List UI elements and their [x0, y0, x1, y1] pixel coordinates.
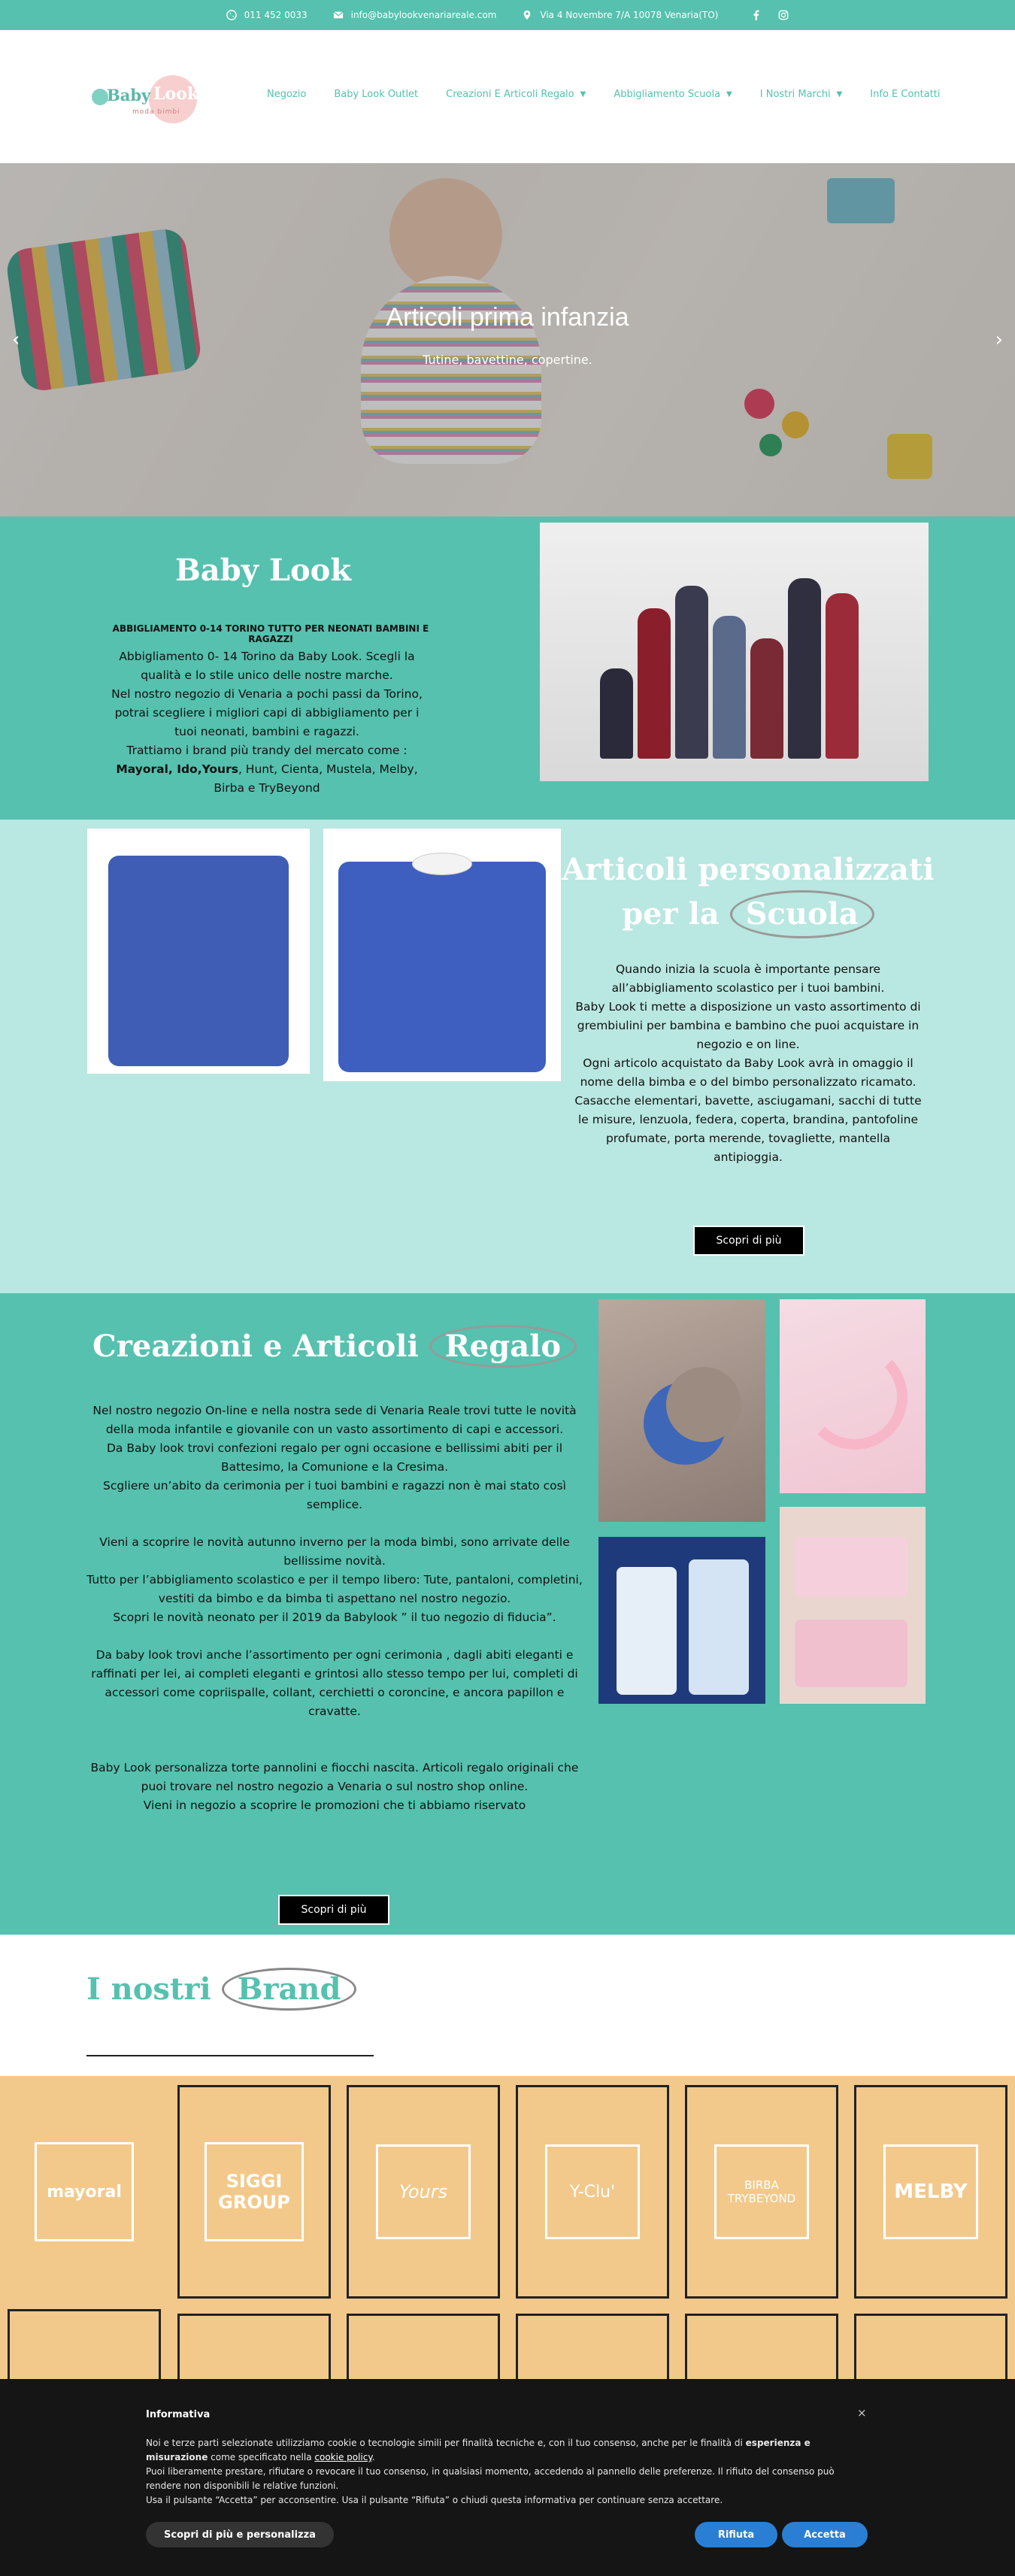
whatsapp-icon	[226, 10, 237, 20]
spacer	[83, 1740, 586, 1759]
site-header	[0, 30, 1015, 163]
gifts-paragraph: Vieni in negozio a scoprire le promozioni che ti abbiamo riservato	[143, 1799, 526, 1812]
brand-card[interactable]	[177, 2085, 331, 2299]
about-section	[0, 517, 1015, 820]
smock-shape	[108, 856, 289, 1066]
school-paragraph: Casacche elementari, bavette, asciugamani, sacchi di tutte le misure, lenzuola, federa, coperta, brandina, pantofoline profumate, porta merende, tovagliette, mantella antipioggia.	[574, 1094, 922, 1164]
brand-logo: Y-Clu'	[545, 2144, 640, 2239]
cake-tier	[617, 1567, 677, 1695]
cookie-text-part: Noi e terze parti selezionate utilizziamo cookie o tecnologie simili per finalità tecniche e, con il tuo consenso, anche per le finalità di	[146, 2438, 746, 2448]
hero-title: Articoli prima infanzia	[386, 303, 629, 332]
gift-moon-photo	[598, 1299, 765, 1522]
nav-label: Baby Look Outlet	[334, 89, 419, 100]
nav-label: Negozio	[267, 89, 307, 100]
about-paragraph: Abbigliamento 0- 14 Torino da Baby Look. Scegli la qualità e lo stile unico delle nostre marche.	[119, 650, 415, 682]
nav-item-creazioni[interactable]	[446, 89, 586, 100]
brand-card[interactable]	[347, 2085, 500, 2299]
nav-item-contatti[interactable]	[870, 89, 940, 100]
cookie-customize-button[interactable]: Scopri di più e personalizza	[146, 2522, 334, 2547]
photo-figure	[826, 593, 859, 759]
logo-subtitle: moda bimbi	[132, 108, 180, 116]
school-title-text: per la	[622, 896, 730, 932]
pink-moon-shape	[802, 1344, 907, 1450]
about-text: Trattiamo i brand più trandy del mercato come :	[126, 744, 408, 757]
gifts-paragraph: Scopri le novità neonato per il 2019 da Babylook ” il tuo negozio di fiducia”.	[113, 1611, 556, 1624]
school-paragraph: Quando inizia la scuola è importante pensare all’abbigliamento scolastico per i tuoi bambini.	[611, 962, 885, 995]
school-title-line2	[560, 890, 936, 938]
logo-word-baby: Baby	[107, 86, 151, 105]
cookie-line: Puoi liberamente prestare, rifiutare o revocare il tuo consenso, in qualsiasi momento, accedendo al pannello delle preferenze. Il rifiuto del consenso può rendere non disponibili le relative funzioni.	[146, 2466, 835, 2491]
gifts-title	[83, 1325, 586, 1368]
hero-overlay	[0, 163, 1015, 517]
school-smock-photo	[323, 829, 561, 1081]
spacer	[83, 1721, 586, 1740]
photo-figure	[750, 638, 783, 759]
smock-collar	[412, 853, 472, 875]
brand-card[interactable]	[685, 2085, 838, 2299]
brand-card[interactable]	[516, 2085, 669, 2299]
gifts-title-highlight: Regalo	[429, 1325, 577, 1368]
close-icon[interactable]: ×	[857, 2406, 867, 2420]
brand-logo: BIRBA TRYBEYOND	[714, 2144, 809, 2239]
cookie-text-part: come specificato nella	[208, 2452, 315, 2462]
school-smock-photo	[87, 829, 310, 1074]
gifts-paragraph: Vieni a scoprire le novità autunno inverno per la moda bimbi, sono arrivate delle bellissime novità.	[99, 1535, 570, 1568]
gifts-paragraph: Nel nostro negozio On-line e nella nostra sede di Venaria Reale trovi tutte le novità della moda infantile e giovanile con un vasto assortimento di capi e accessori.	[92, 1404, 577, 1436]
gifts-more-button[interactable]: Scopri di più	[278, 1895, 389, 1925]
photo-figure	[675, 586, 708, 759]
spacer	[83, 1514, 586, 1533]
brand-card[interactable]	[8, 2085, 161, 2299]
cookie-text-bold: esperienza e misurazione	[146, 2438, 810, 2462]
hero-slider	[0, 163, 1015, 517]
chevron-left-icon[interactable]: ‹	[12, 329, 20, 351]
gifts-title-text: Creazioni e Articoli	[92, 1329, 429, 1364]
gifts-paragraph: Da baby look trovi anche l’assortimento per ogni cerimonia , dagli abiti eleganti e raffinati per lei, ai completi eleganti e grintosi allo stesso tempo per lui, completi di accessori come copriispalle, collant, cerchietti o coroncine, e ancora papillon e cravatte.	[91, 1648, 578, 1718]
cookie-policy-link[interactable]: cookie policy	[314, 2452, 372, 2462]
hero-subtitle: Tutine, bavettine, copertine.	[423, 353, 592, 367]
brand-card[interactable]	[854, 2085, 1007, 2299]
chevron-down-icon: ▼	[836, 90, 843, 98]
brand-logo: mayoral	[35, 2142, 134, 2241]
gifts-paragraph: Tutto per l’abbigliamento scolastico e per il tempo libero: Tute, pantaloni, completini, vestiti da bimbo e da bimba ti aspettano nel nostro negozio.	[86, 1573, 583, 1605]
cookie-heading: Informativa	[146, 2409, 211, 2420]
gifts-paragraph: Baby Look personalizza torte pannolini e fiocchi nascita. Articoli regalo originali che puoi trovare nel nostro negozio a Venaria o sul nostro shop online.	[90, 1761, 579, 1793]
about-title-text	[175, 553, 351, 588]
spacer	[83, 1627, 586, 1646]
photo-figure	[713, 616, 746, 759]
nav-label: Info E Contatti	[870, 89, 941, 100]
school-section	[0, 820, 1015, 1293]
nav-label: Creazioni E Articoli Regalo	[446, 89, 574, 100]
photo-figure	[600, 668, 633, 759]
cookie-text	[146, 2436, 845, 2508]
instagram-icon[interactable]	[778, 10, 789, 20]
about-paragraph: Nel nostro negozio di Venaria a pochi passi da Torino, potrai scegliere i migliori capi di abbigliamento per i tuoi neonati, bambini e ragazzi.	[111, 687, 423, 738]
nav-label: Abbigliamento Scuola	[614, 89, 721, 100]
email-address: info@babylookvenariareale.com	[350, 10, 497, 20]
chevron-down-icon: ▼	[580, 90, 586, 98]
address-text: Via 4 Novembre 7/A 10078 Venaria(TO)	[540, 10, 719, 20]
main-navigation	[267, 89, 941, 100]
nav-item-marchi[interactable]	[760, 89, 843, 100]
divider	[86, 2055, 374, 2056]
gifts-paragraph: Da Baby look trovi confezioni regalo per ogni occasione e bellissimi abiti per il Battesimo, la Comunione e la Cresima.	[106, 1441, 563, 1474]
envelope-icon	[333, 10, 344, 20]
logo-dot	[92, 89, 108, 105]
cookie-banner	[0, 2379, 1015, 2576]
gifts-paragraph: Scgliere un’abito da cerimonia per i tuoi bambini e ragazzi non è mai stato così semplice.	[103, 1479, 566, 1511]
cake-tier	[795, 1620, 907, 1687]
school-paragraph: Baby Look ti mette a disposizione un vasto assortimento di grembiulini per bambina e bambino che puoi acquistare in negozio e on line.	[575, 1000, 921, 1051]
social-links	[751, 10, 789, 20]
email-contact[interactable]	[333, 10, 497, 20]
cookie-line	[146, 2436, 845, 2465]
gift-diaper-cake-blue-photo	[598, 1537, 765, 1704]
facebook-icon[interactable]	[751, 10, 762, 20]
address-contact[interactable]	[522, 10, 718, 20]
about-brands-bold: Mayoral, Ido,Yours	[116, 762, 238, 776]
school-paragraph: Ogni articolo acquistato da Baby Look avrà in omaggio il nome della bimba e o del bimbo personalizzato ricamato.	[580, 1056, 917, 1089]
smock-shape	[338, 862, 546, 1072]
gift-diaper-cake-pink-photo	[780, 1507, 926, 1704]
brand-logo: SIGGI GROUP	[205, 2142, 304, 2241]
about-title-label: Baby Look	[174, 553, 352, 588]
map-marker-icon	[522, 10, 532, 20]
brand-logo: MELBY	[883, 2144, 978, 2239]
gift-pink-moon-photo	[780, 1299, 926, 1493]
cookie-text-part: .	[371, 2452, 375, 2462]
kids-group-photo	[540, 523, 929, 781]
school-more-button[interactable]: Scopri di più	[693, 1226, 804, 1256]
photo-figure	[788, 578, 821, 759]
phone-number: 011 452 0033	[244, 10, 308, 20]
about-title	[0, 553, 526, 588]
cake-tier	[795, 1537, 907, 1597]
nav-label: I Nostri Marchi	[759, 89, 831, 100]
top-bar	[0, 0, 1015, 30]
brands-header	[0, 1935, 1015, 2076]
cookie-line: Usa il pulsante “Accetta” per acconsentire. Usa il pulsante “Rifiuta” o chiudi questa informativa per continuare senza accettare.	[146, 2495, 723, 2505]
brands-title-text: I nostri	[86, 1971, 222, 2007]
cookie-accept-button[interactable]: Accetta	[782, 2522, 868, 2547]
phone-contact[interactable]	[226, 10, 308, 20]
school-body	[571, 960, 925, 1167]
nav-item-outlet[interactable]	[334, 89, 418, 100]
chevron-right-icon[interactable]: ›	[995, 329, 1003, 351]
logo-word-look: Look	[153, 84, 199, 104]
about-tagline: ABBIGLIAMENTO 0-14 TORINO TUTTO PER NEONATI BAMBINI E RAGAZZI	[112, 623, 429, 644]
cake-tier	[689, 1559, 749, 1695]
site-logo[interactable]	[89, 75, 198, 123]
about-paragraph	[109, 741, 425, 798]
cookie-reject-button[interactable]: Rifiuta	[695, 2522, 777, 2547]
nav-item-scuola[interactable]	[614, 89, 732, 100]
photo-figure	[638, 608, 671, 759]
gifts-section	[0, 1293, 1015, 1935]
school-title-highlight: Scuola	[730, 890, 874, 938]
brand-logo: Yours	[376, 2144, 471, 2239]
school-title-line1: Articoli personalizzati	[562, 852, 935, 887]
school-title	[560, 850, 936, 938]
brands-title-highlight: Brand	[222, 1968, 357, 2011]
gifts-body	[83, 1402, 586, 1815]
nav-item-negozio[interactable]	[267, 89, 306, 100]
about-body	[109, 647, 425, 798]
chevron-down-icon: ▼	[726, 90, 732, 98]
moon-cutout	[666, 1367, 741, 1442]
about-text: , Hunt, Cienta, Mustela, Melby, Birba e TryBeyond	[214, 762, 418, 795]
brands-title	[86, 1968, 356, 2011]
